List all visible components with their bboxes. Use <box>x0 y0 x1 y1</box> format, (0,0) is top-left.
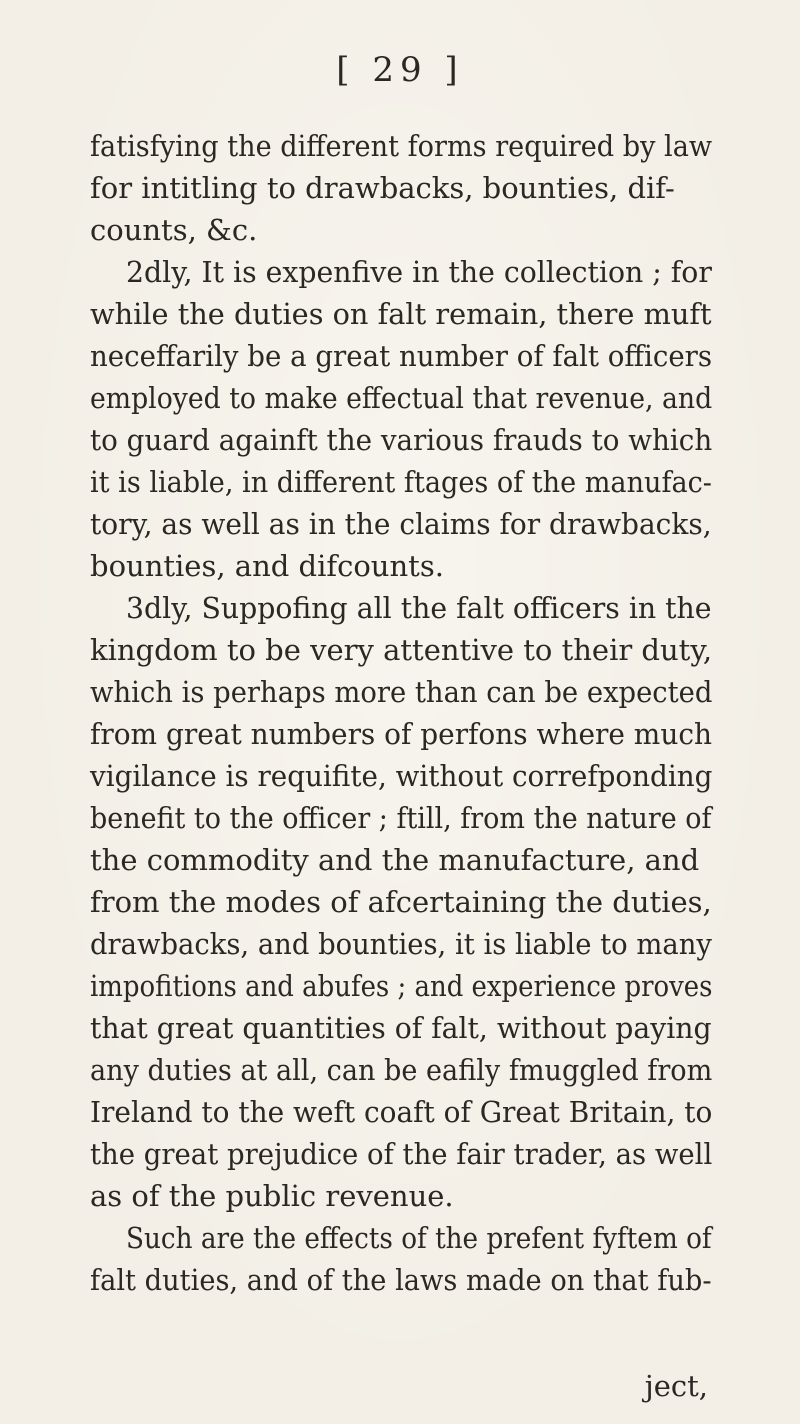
text-line: benefit to the officer ; ftill, from the nature of <box>90 801 712 835</box>
text-line: which is perhaps more than can be expected <box>90 675 713 709</box>
text-line: counts, &c. <box>90 213 258 247</box>
text-line: neceffarily be a great number of falt officers <box>90 339 713 373</box>
text-line: employed to make effectual that revenue, and <box>90 381 713 415</box>
catchword: ject, <box>644 1369 708 1403</box>
text-line: Such are the effects of the prefent fyftem of <box>126 1221 712 1255</box>
text-line: while the duties on falt remain, there muft <box>90 297 712 331</box>
text-line: vigilance is requifite, without correfponding <box>90 759 713 793</box>
text-line: that great quantities of falt, without paying <box>90 1011 712 1045</box>
text-line: drawbacks, and bounties, it is liable to many <box>90 927 712 961</box>
text-line: any duties at all, can be eafily fmuggled from <box>90 1053 713 1087</box>
text-line: from the modes of afcertaining the duties, <box>90 885 712 919</box>
text-line: the commodity and the manufacture, and <box>90 843 700 877</box>
text-line: falt duties, and of the laws made on that fub- <box>90 1263 712 1297</box>
text-line: tory, as well as in the claims for drawbacks, <box>90 507 712 541</box>
text-line: as of the public revenue. <box>90 1179 454 1213</box>
text-line: Ireland to the weft coaft of Great Britain, to <box>90 1095 713 1129</box>
page-number: [ 29 ] <box>336 50 464 90</box>
text-line: 2dly, It is expenfive in the collection ; for <box>126 255 712 289</box>
text-line: bounties, and difcounts. <box>90 549 444 583</box>
text-line: the great prejudice of the fair trader, as well <box>90 1137 713 1171</box>
text-line: impofitions and abufes ; and experience proves <box>90 969 713 1003</box>
text-line: for intitling to drawbacks, bounties, dif- <box>90 171 675 205</box>
text-line: 3dly, Suppofing all the falt officers in the <box>126 591 712 625</box>
text-line: to guard againft the various frauds to which <box>90 423 713 457</box>
text-line: fatisfying the different forms required by law <box>90 129 713 163</box>
text-line: it is liable, in different ftages of the manufac- <box>90 465 712 499</box>
text-line: kingdom to be very attentive to their duty, <box>90 633 713 667</box>
text-line: from great numbers of perfons where much <box>90 717 713 751</box>
